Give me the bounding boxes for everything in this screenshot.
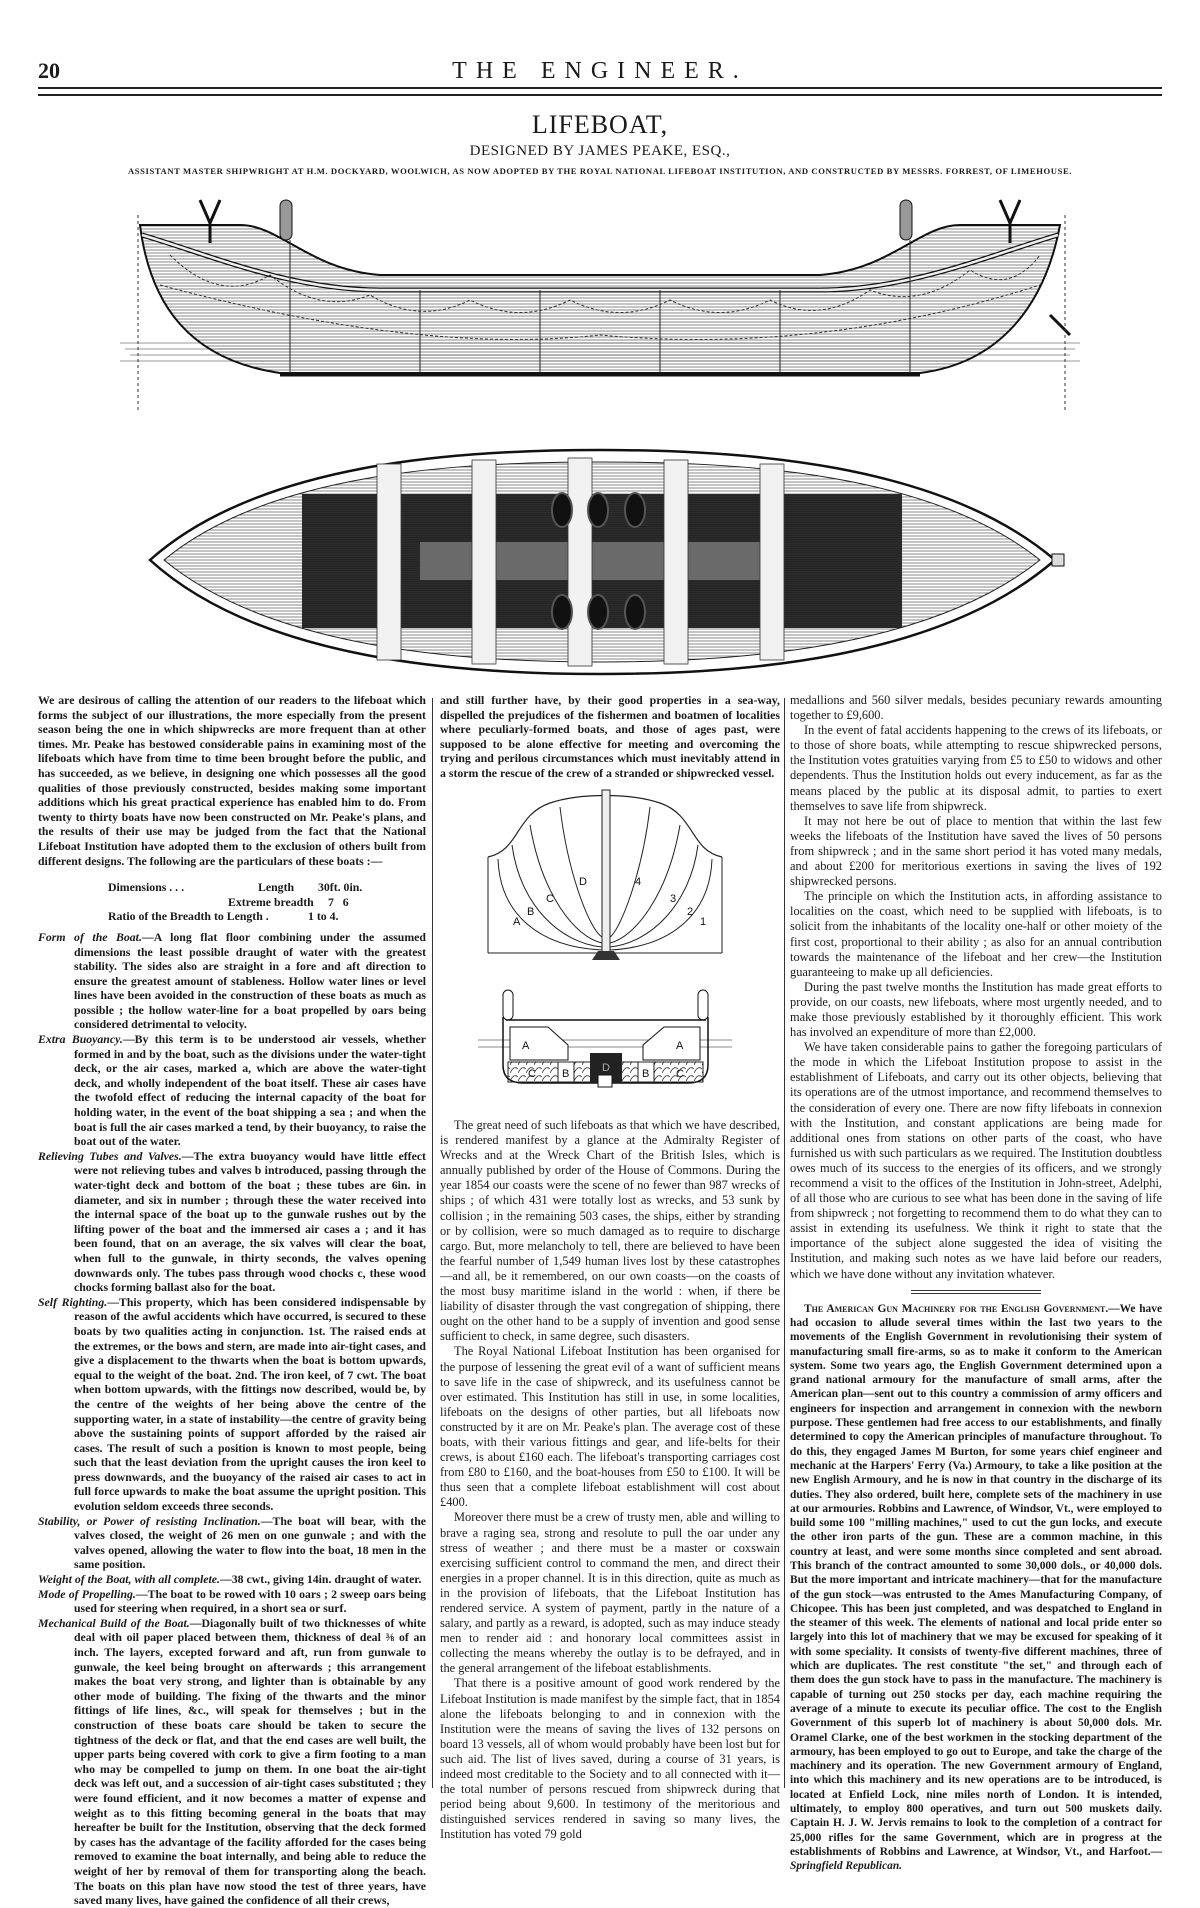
dimensions-label: Dimensions . . . — [108, 880, 185, 895]
section-label: B — [642, 1068, 650, 1080]
spec-item — [38, 1149, 426, 1295]
breadth-value: 7 6 — [328, 894, 349, 909]
body-paragraph: Moreover there must be a crew of trusty men, able and willing to brave a raging sea, strong and resolute to pull the oar under any stress of weather ; and there must be a master or coxswain exercising sufficient control to command the men, and direct their energies in a proper channel. It is in this direction, quite as much as in the provision of lifeboats, that the Lifeboat Institution has rendered service. A system of payment, partly in the nature of a salary, and partly as a reward, is adopted, such as may induce steady men to render aid : and honorary local committees assist in collecting the means whereby the outlay is to be defrayed, and in the general arrangement of the lifeboat establishments. — [440, 1510, 780, 1676]
column-rule — [432, 698, 433, 1788]
ratio-label: Ratio of the Breadth to Length . — [108, 909, 269, 924]
spec-text: —This property, which has been considered indispensable by reason of the awful accidents which have occurred, is secured to these boats by two qualities acting in conjunction. 1st. The raised ends at the extremes, or the bows and stern, are made into air-tight cases, and give a displacement to the thwarts when the boat is bottom upwards, equal to the weight of the boat. 2nd. The iron keel, of 7 cwt. The boat when bottom upwards, with the fittings now described, would be, by the centre of the weights of her being above the centre of the supporting water, in a state of instability—the centre of gravity being above the sustaining points of support afforded by the raised air cases. The result of such a position is known to most people, being such that the least deviation from the upright causes the iron keel to press downwards, and the buoyancy of the raised air cases to act in full force upwards to make the boat assume the upright position. This evolution seldom exceeds three seconds. — [74, 1294, 426, 1514]
page-number: 20 — [38, 58, 60, 83]
masthead — [38, 58, 1162, 88]
body-paragraph: That there is a positive amount of good work rendered by the Lifeboat Institution is made manifest by the simple fact, that in 1854 alone the lifeboats belonging to and in connexion with the Institution were the means of saving the lives of 132 persons on board 13 vessels, all of whom would probably have been lost but for such aid. The list of lives saved, during a course of 31 years, is indeed most creditable to the Society and to all connected with it—the total number of persons rescued from shipwreck during that period being about 9,600. In testimony of the meritorious and distinguished services rendered in saving so many lives, the Institution has voted 79 gold — [440, 1676, 780, 1842]
gun-article-source: —Springfield Republican. — [790, 1845, 1162, 1873]
spec-heading: Extra Buoyancy. — [38, 1032, 123, 1047]
body-paragraph: The principle on which the Institution acts, in affording assistance to localities on the coast, which need to be supplied with lifeboats, is to solicit from the inhabitants of the locality one-half or other moiety of the first cost, proportional to their ability ; as also for an annual contribution towards the maintenance of the lifeboat and her crew—the Institution guaranteeing to make up all deficiencies. — [790, 889, 1162, 979]
body-plan-figure — [480, 785, 730, 960]
gun-article-text: —We have had occasion to allude several times within the last two years to the movements of the English Government in revolutionising their system of manufacturing small fire-arms, so as to make it conform to the American system. Some two years ago, the English Government determined upon a grand national armoury for the manufacture of small arms, after the American plan—sent out to this country a commission of army officers and engineers for inspection and arrangement in connexion with the newborn purpose. These gentlemen had free access to our establishments, and finally determined to copy the American principles of manufacture throughout. To do this, they engaged James M Burton, for some years chief engineer and mechanic at the Harpers' Ferry (Va.) Armoury, to take a like position at the new English Armoury, and he is now in that country in the discharge of its duties. They also ordered, built here, complete sets of the machinery in use at our armouries. Robbins and Lawrence, of Windsor, Vt., were employed to build some 100 "milling machines," used to cut the gun locks, and execute the other iron parts of the gun. These are a common machine, in this country at least, and were some months since completed and sent abroad. This branch of the contract amounted to some 30,000 dols., or 40,000 dols. But the more important and intricate machinery—that for the manufacture of the gun stock—was entrusted to the Ames Manufacturing Company, of Chicopee. This has been just completed, and was despatched to England in the steamer of this week. The elements of national and local pride enter so largely into this lot of machinery that we may be excused for speaking of it with some speciality. It consists of twenty-five different machines, three of which are duplicates. The rest constitute "the set," and through each of them does the gun stock have to pass in the manufacture. The machinery is capable of turning out 250 stocks per day, each machine requiring the average of a minute to execute its peculiar office. The cost to the English Government of this superb lot of machinery is about 50,000 dols. Mr. Oramel Clarke, one of the best workmen in the stocking department of the armoury, has been employed to go out to Europe, and take the charge of the machinery and its operation. The new Government armoury of England, into which this machinery and its new operations are to be introduced, is located at Enfield Lock, nine miles north of London. It is intended, ultimately, to employ 800 operatives, and turn out 500 muskets daily. Captain H. J. W. Jervis remains to look to the completion of a contract for 25,000 rifles for the same Government, which are in progress at the establishments of Robbins and Lawrence, at Windsor, Vt., and Harfoot. — [790, 1302, 1163, 1858]
body-plan-letter: C — [546, 893, 554, 905]
section-label: C — [528, 1068, 536, 1080]
section-label: C — [676, 1068, 684, 1080]
intro-paragraph: We are desirous of calling the attention of our readers to the lifeboat which forms the subject of our illustrations, the more especially from the present season being the one in which shipwrecks are more frequent than at other times. Mr. Peake has bestowed considerable pains in examining most of the lifeboats which have from time to time been brought before the public, and has succeeded, as we believe, in designing one which possesses all the good qualities of those previously constructed, besides making some important additions which his great practical experience has enabled him to do. From twenty to thirty boats have now been constructed on Mr. Peake's plans, and the results of their use may be judged from the fact that the National Lifeboat Institution have adopted them to the exclusion of others built from different designs. The following are the particulars of these boats :— — [38, 693, 426, 868]
column-rule — [784, 698, 785, 1788]
body-plan-number: 1 — [700, 916, 707, 928]
spec-item — [38, 1514, 426, 1572]
lifeboat-plan-view-figure — [140, 442, 1065, 682]
publication-title: THE ENGINEER. — [452, 58, 748, 84]
spec-item — [38, 1572, 426, 1587]
gun-article-heading: The American Gun Machinery for the English Government. — [804, 1302, 1109, 1315]
body-paragraph: During the past twelve months the Institution has made great efforts to provide, on our coasts, new lifeboats, where most urgently needed, and to make those previously established by it thoroughly efficient. This work has involved an expenditure of more than £2,000. — [790, 979, 1162, 1040]
spec-text: —A long flat floor combining under the assumed dimensions the least possible draught of water with the greatest stability. The sides also are straight in a fore and aft direction to ensure the greatest amount of stableness. Hollow water lines or level lines have been avoided in the construction of these boats as much as possible ; the hollow water-line for a boat propelled by oars being considered detrimental to velocity. — [74, 929, 426, 1032]
body-plan-letter: B — [527, 906, 535, 918]
spec-heading: Relieving Tubes and Valves. — [38, 1148, 182, 1163]
spec-item — [38, 930, 426, 1032]
spec-heading: Weight of the Boat, with all complete. — [38, 1572, 220, 1587]
section-label: B — [562, 1068, 570, 1080]
section-label: D — [602, 1062, 610, 1074]
middle-column — [440, 693, 780, 781]
spec-text: —38 cwt., giving 14in. draught of water. — [219, 1572, 422, 1587]
spec-text: —By this term is to be understood air vessels, whether formed in and by the boat, such as the divisions under the water-tight deck, or the air cases, marked a, which are above the water-tight deck, and wholly independent of the boat itself. These air cases have the twofold effect of reducing the internal capacity of the boat for holding water, in the event of the boat shipping a sea ; and when the boat is full the air cases marked a tend, by their buoyancy, to raise the boat out of the water. — [74, 1032, 426, 1149]
right-column — [790, 693, 1162, 1874]
body-plan-letter: A — [513, 916, 521, 928]
spec-item — [38, 1587, 426, 1616]
length-value: 30ft. 0in. — [318, 880, 363, 895]
spec-item — [38, 1616, 426, 1908]
body-paragraph: It may not here be out of place to mention that within the last few weeks the lifeboats of the Institution have saved the lives of 50 persons from shipwreck ; and in the same short period it has voted many medals, and about £200 for meritorious exertions in saving the lives of 192 shipwrecked persons. — [790, 813, 1162, 889]
spec-heading: Self Righting. — [38, 1294, 108, 1309]
section-label: A — [676, 1040, 684, 1052]
middle-top-paragraph: and still further have, by their good properties in a sea-way, dispelled the prejudices of the fishermen and boatmen of localities where peculiarly-formed boats, and those of ages past, were supposed to be alone effective for meeting and overcoming the trying and perilous circumstances which must inevitably attend in a storm the rescue of the crew of a stranded or shipwrecked vessel. — [440, 693, 780, 780]
dimensions-table — [38, 880, 426, 924]
spec-heading: Mechanical Build of the Boat. — [38, 1615, 190, 1630]
spec-heading: Stability, or Power of resisting Inclination. — [38, 1513, 261, 1528]
section-divider — [911, 1290, 1041, 1294]
left-column — [38, 693, 426, 1908]
body-plan-number: 4 — [635, 876, 642, 888]
masthead-rule — [38, 87, 1162, 96]
spec-text: —The extra buoyancy would have little effect were not relieving tubes and valves b introduced, passing through the water-tight deck and bottom of the boat ; these tubes are 6in. in diameter, and six in number ; through these the water received into the internal space of the boat up to the gunwale rushes out by the lifting power of the boat and the immersed air cases a ; and it has been found, that on an average, the six valves will clear the boat, when full to the gunwale, in thirty seconds, the valves opening downwards only. The tubes pass through wood chocks c, these wood chocks forming ballast also for the boat. — [74, 1148, 426, 1295]
spec-item — [38, 1295, 426, 1514]
breadth-label: Extreme breadth — [228, 894, 314, 909]
spec-text: —The boat will bear, with the valves closed, the weight of 26 men on one gunwale ; and with the valves opened, allowing the water to flow into the boat, 18 men in the same position. — [74, 1513, 426, 1572]
article-subtitle: DESIGNED BY JAMES PEAKE, ESQ., — [469, 143, 731, 159]
body-plan-letter: D — [579, 876, 587, 888]
gun-machinery-article — [790, 1302, 1162, 1874]
middle-column-lower — [440, 1118, 780, 1843]
ratio-value: 1 to 4. — [308, 909, 339, 924]
body-paragraph: In the event of fatal accidents happening to the crews of its lifeboats, or to those of shore boats, while attempting to rescue shipwrecked persons, the Institution votes gratuities varying from £5 to £50 to widows and other dependents. Thus the Institution holds out every inducement, as far as the means placed by the public at its disposal admit, to parties to exert themselves to save life from shipwreck. — [790, 723, 1162, 813]
body-plan-number: 3 — [670, 893, 677, 905]
spec-text: —The boat to be rowed with 10 oars ; 2 sweep oars being used for steering when required, in a short sea or surf. — [74, 1586, 426, 1616]
spec-heading: Mode of Propelling. — [38, 1586, 136, 1601]
body-plan-number: 2 — [687, 906, 694, 918]
spec-item — [38, 1032, 426, 1149]
length-label: Length — [258, 880, 295, 895]
body-paragraph: The great need of such lifeboats as that which we have described, is rendered manifest by a glance at the Admiralty Register of Wrecks and at the Wreck Chart of the British Isles, which is annually published by order of the House of Commons. During the year 1854 our coasts were the scene of no fewer than 987 wrecks of ships ; of which 431 were totally lost as wrecks, and 53 sunk by collision ; in the remaining 503 cases, the ships, either by stranding or by collision, were so much damaged as to require to discharge cargo. But, more melancholy to tell, there are believed to have been the fearful number of 1,549 human lives lost by these catastrophes—and all, be it remembered, on our own coasts—on the coasts of the most busy maritime island in the world : when, if there be liability of disaster through the vast congregation of shipping, there ought on the other hand to be a supply of invention and good sense sufficient to check, in same degree, such disasters. — [440, 1118, 780, 1344]
article-title: LIFEBOAT, — [531, 110, 669, 139]
spec-heading: Form of the Boat. — [38, 929, 142, 944]
lifeboat-side-elevation-figure — [120, 195, 1080, 415]
midship-section-figure — [478, 985, 732, 1090]
body-paragraph: medallions and 560 silver medals, besides pecuniary rewards amounting together to £9,600. — [790, 693, 1162, 723]
section-label: A — [522, 1040, 530, 1052]
body-paragraph: We have taken considerable pains to gather the foregoing particulars of the mode in which the Lifeboat Institution propose to assist in the establishment of Lifeboats, and carry out its other objects, believing that its operations are of the utmost importance, and recommend themselves to the consideration of every one. There are now fifty lifeboats in connexion with the Institution, and constant applications are being made for additional ones from stations on other parts of the coast, who have furnished us with such particulars as we required. The Institution doubtless owes much of its success to the energies of its officers, and we strongly recommend a visit to the offices of the Institution in John-street, Adelphi, of all those who are curious to see what has been done in the saving of life from shipwreck ; not forgetting to recommend them to do what they can to assist in extending its usefulness. We think it right to state that the importance of the subject alone suggested the idea of visiting the Institution, and making such notes as we have laid before our readers, which we have done without any invitation whatever. — [790, 1040, 1162, 1281]
article-credit: ASSISTANT MASTER SHIPWRIGHT AT H.M. DOCKYARD, WOOLWICH, AS NOW ADOPTED BY THE ROYAL NATIONAL LIFEBOAT INSTITUTION, AND CONSTRUCTED BY MESSRS. FORREST, OF LIMEHOUSE. — [127, 166, 1073, 176]
body-paragraph: The Royal National Lifeboat Institution has been organised for the purpose of lessening the great evil of a want of sufficient means to save life in the case of shipwreck, and its usefulness cannot be over estimated. This Institution has still in use, in some localities, lifeboats on the designs of other parties, but all lifeboats now constructed by it are on Mr. Peake's plan. The average cost of these boats, with their various fittings and gear, and life-belts for their crews, is about £160 each. The lifeboat's transporting carriages cost from £80 to £160, and the boat-houses from £50 to £100. It will be thus seen that a complete lifeboat establishment will cost about £400. — [440, 1344, 780, 1510]
spec-text: —Diagonally built of two thicknesses of white deal with oil paper placed between them, thickness of deal ⅜ of an inch. The layers, excepted forward and aft, run from gunwale to gunwale, the keel being brought on afterwards ; this arrangement makes the boat very strong, and lighter than is obtainable by any other mode of building. The fixing of the thwarts and the minor fittings of life lines, &c., will speak for themselves ; but in the construction of these boats care should be taken to secure the tightness of the deck or flat, and that the end cases are well built, the upper parts being covered with cork to give a firm footing to a man who may be compelled to jump on them. In one boat the air-tight deck was left out, and a succession of air-tight cases substituted ; they were found efficient, and it now becomes a matter of expense and weight as to this fitting becoming general in the boats that may hereafter be built for the Institution, observing that the deck formed by cases has the advantage of the facility afforded for the cases being removed to examine the boat internally, and being able to reduce the weight of her by removal of them for transporting along the beach. The boats on this plan have now stood the test of three years, have saved many lives, have gained the confidence of all their crews, — [74, 1615, 426, 1908]
